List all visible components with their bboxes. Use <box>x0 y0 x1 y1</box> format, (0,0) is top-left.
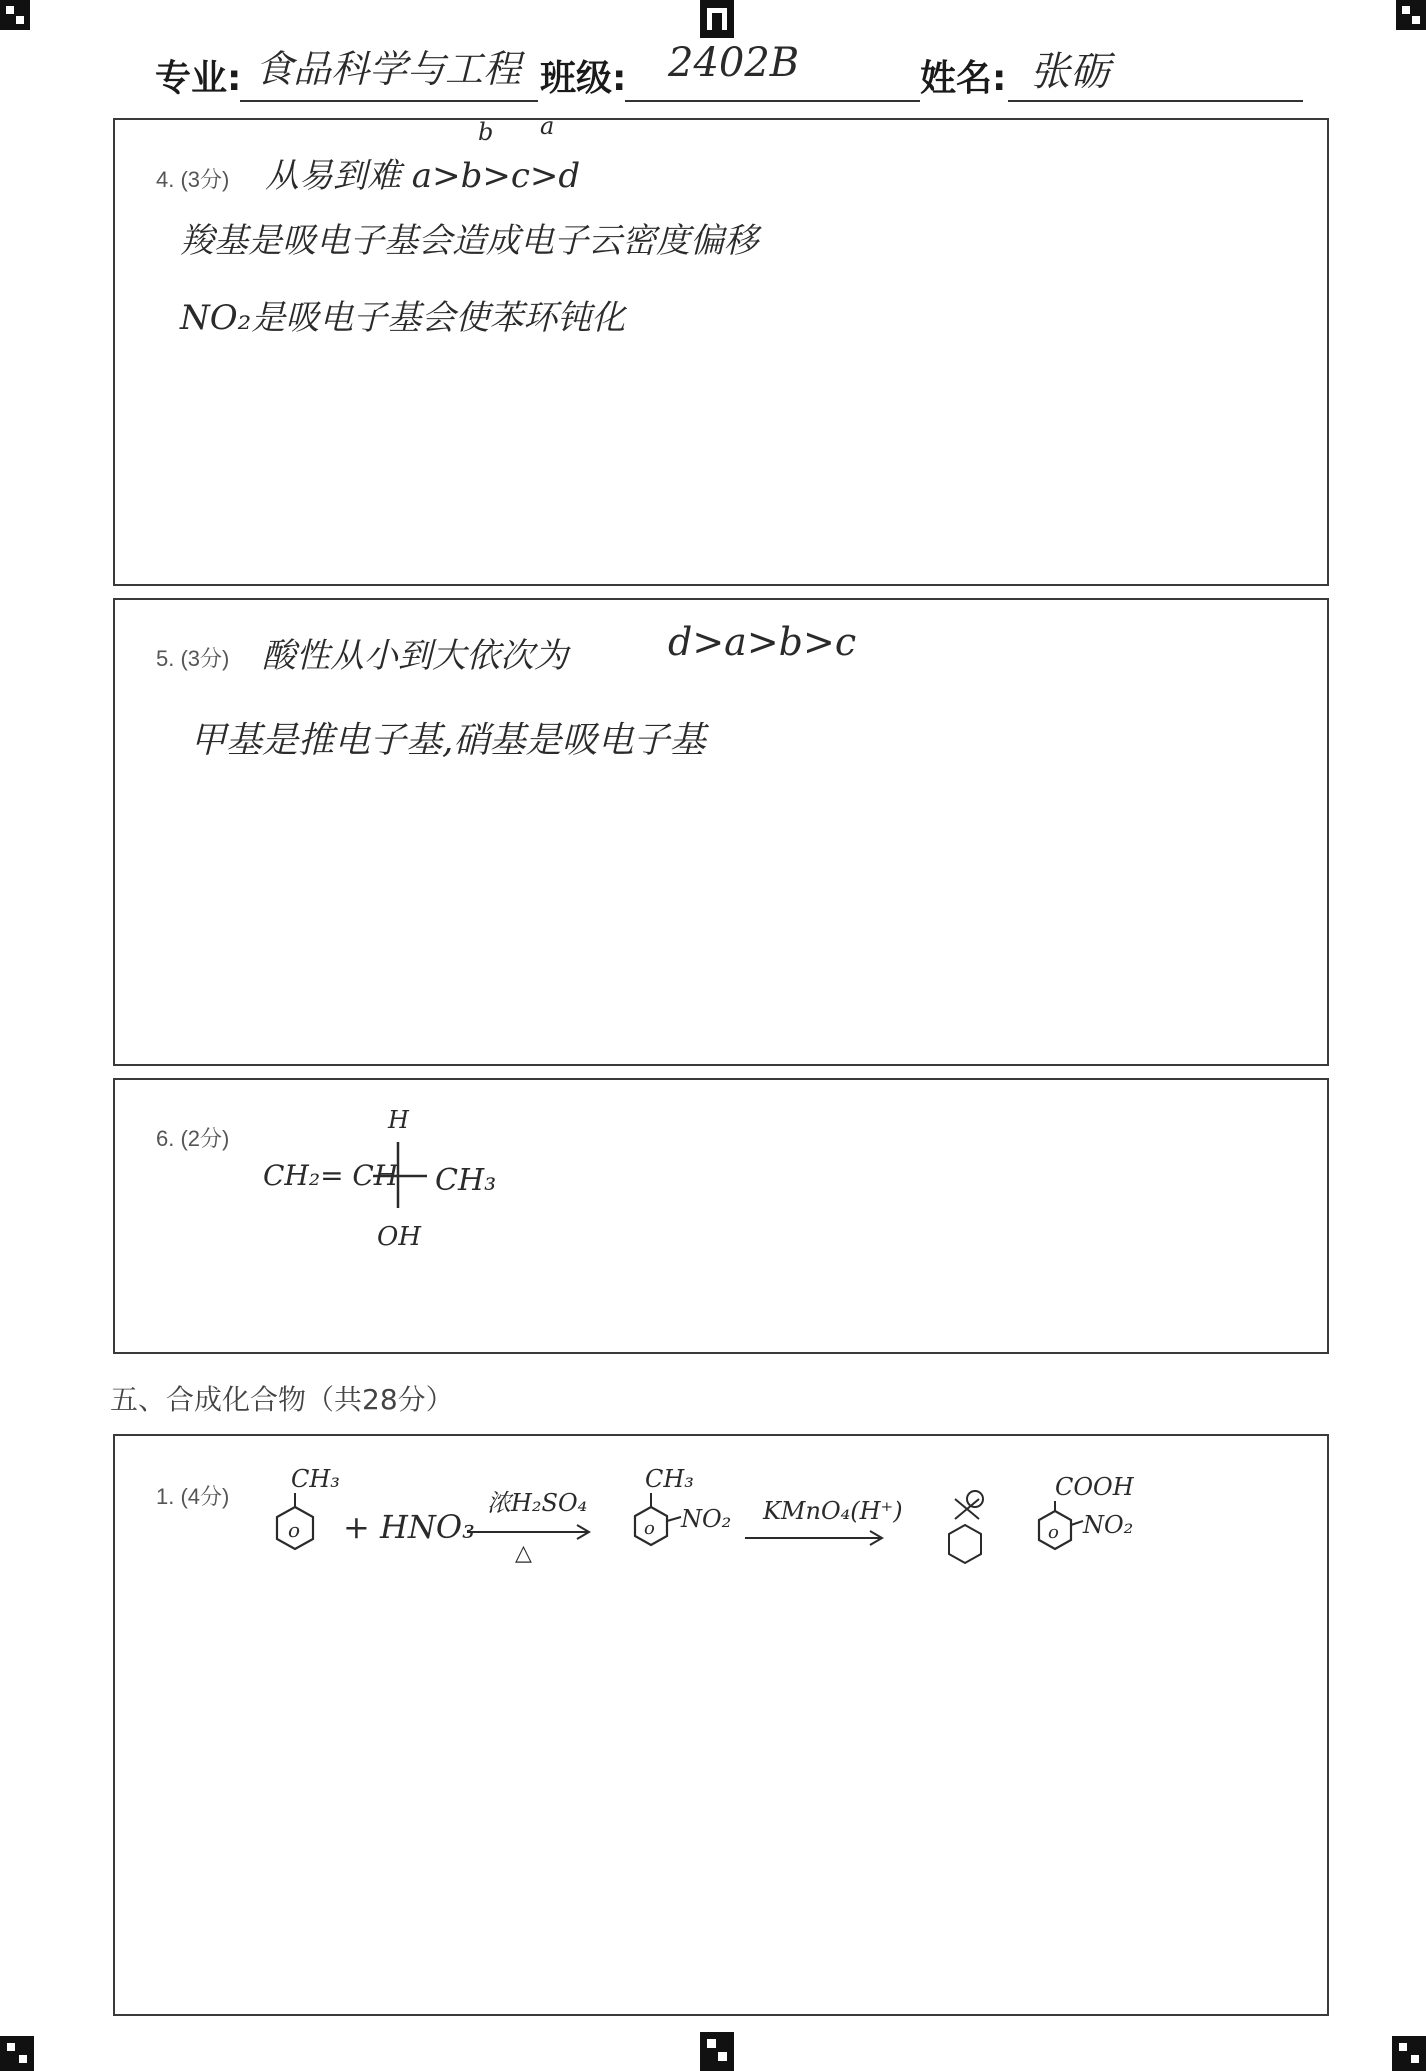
question-label-q5: 5. (3分) <box>156 646 230 671</box>
corner-marker-top-left <box>0 0 30 30</box>
name-label: 姓名: <box>920 58 1007 99</box>
arrow1-reagent: 浓H₂SO₄ <box>487 1489 588 1517</box>
class-value: 2402B <box>668 40 800 86</box>
section-title-synthesis: 五、合成化合物（共28分） <box>110 1383 454 1416</box>
crossed-out-ring <box>949 1525 981 1563</box>
nitrotoluene-ch3-label: CH₃ <box>645 1465 694 1493</box>
toluene-ch3-label: CH₃ <box>291 1465 340 1493</box>
product-no2-label: NO₂ <box>1083 1511 1134 1539</box>
ring-2-glyph: o <box>644 1518 655 1539</box>
ring-1-glyph: o <box>288 1518 301 1542</box>
q6-formula-bottom: OH <box>377 1222 421 1252</box>
q4-answer-line3: NO₂是吸电子基会使苯环钝化 <box>180 298 626 338</box>
q6-formula-left: CH₂= CH <box>263 1159 399 1192</box>
bottom-center-marker <box>700 2032 734 2071</box>
ring-3-glyph: o <box>1048 1522 1059 1543</box>
corner-marker-bottom-left <box>0 2036 34 2071</box>
name-value: 张砺 <box>1030 49 1110 95</box>
q6-structural-formula <box>255 1102 515 1262</box>
major-underline <box>240 100 538 102</box>
arrow1-condition: △ <box>515 1541 532 1566</box>
q5-answer-line1: 酸性从小到大依次为 <box>262 636 568 676</box>
question-label-synth1: 1. (4分) <box>156 1484 230 1509</box>
major-label: 专业: <box>155 58 242 99</box>
arrow2-reagent: KMnO₄(H⁺) <box>763 1497 903 1525</box>
class-label: 班级: <box>540 58 627 99</box>
q5-answer-order: d>a>b>c <box>668 620 857 664</box>
product-cooh-label: COOH <box>1055 1473 1134 1501</box>
synthesis-reaction-scheme <box>255 1455 1155 1605</box>
q6-formula-top: H <box>388 1106 409 1134</box>
q5-answer-line2: 甲基是推电子基,硝基是吸电子基 <box>190 720 706 761</box>
corner-marker-bottom-right <box>1392 2036 1426 2071</box>
major-value: 食品科学与工程 <box>255 47 522 91</box>
question-label-q6: 6. (2分) <box>156 1126 230 1151</box>
name-underline <box>1008 100 1303 102</box>
q4-mark-b: b <box>478 118 494 146</box>
q4-answer-line1: 从易到难 a>b>c>d <box>265 156 581 196</box>
q6-formula-right: CH₃ <box>435 1163 497 1198</box>
question-label-q4: 4. (3分) <box>156 167 230 192</box>
top-center-marker <box>700 0 734 38</box>
nitrotoluene-no2-label: NO₂ <box>681 1505 732 1533</box>
corner-marker-top-right <box>1396 0 1426 30</box>
q4-mark-a: a <box>540 112 555 140</box>
q4-answer-line2: 羧基是吸电子基会造成电子云密度偏移 <box>180 221 758 261</box>
class-underline <box>625 100 920 102</box>
plus-hno3-text: + HNO₃ <box>343 1508 475 1546</box>
